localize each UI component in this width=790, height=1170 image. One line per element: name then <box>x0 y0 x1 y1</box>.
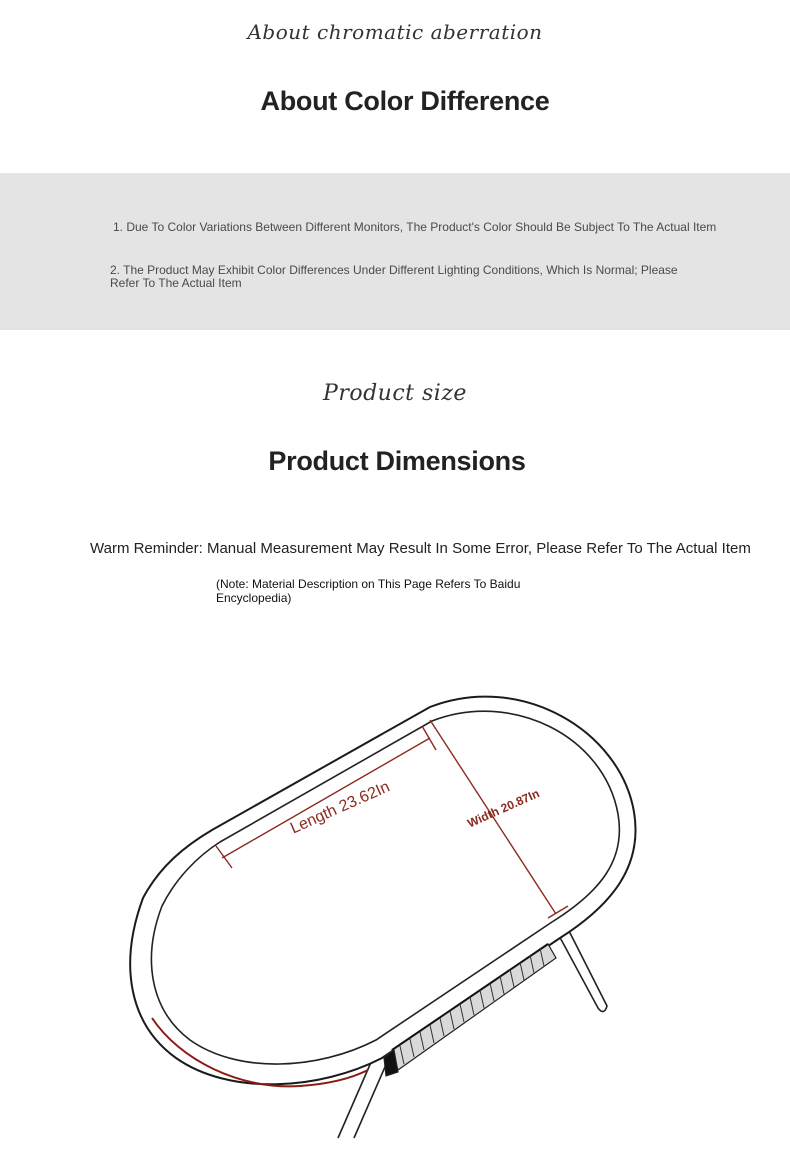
product-dimensions-heading: Product Dimensions <box>268 446 526 476</box>
table-top-outer-rim <box>130 697 635 1085</box>
length-label: Length 23.62In <box>287 778 393 838</box>
color-difference-heading: About Color Difference <box>260 86 550 116</box>
chromatic-aberration-script-title: About chromatic aberration <box>247 20 543 44</box>
product-dimension-drawing <box>0 610 790 1170</box>
color-note-1: 1. Due To Color Variations Between Different Monitors, The Product's Color Should Be Subject To The Actual Item <box>113 220 717 234</box>
color-note-2: 2. The Product May Exhibit Color Differences Under Different Lighting Conditions, Which Is Normal; Please Refer To The Actual Item <box>110 263 678 290</box>
source-note: (Note: Material Description on This Page Refers To Baidu Encyclopedia) <box>216 577 521 605</box>
width-label: Width 20.87In <box>465 786 542 831</box>
product-size-script-title: Product size <box>323 381 467 406</box>
color-notes-band <box>0 173 790 330</box>
measurement-reminder: Warm Reminder: Manual Measurement May Result In Some Error, Please Refer To The Actual Item <box>90 540 751 557</box>
